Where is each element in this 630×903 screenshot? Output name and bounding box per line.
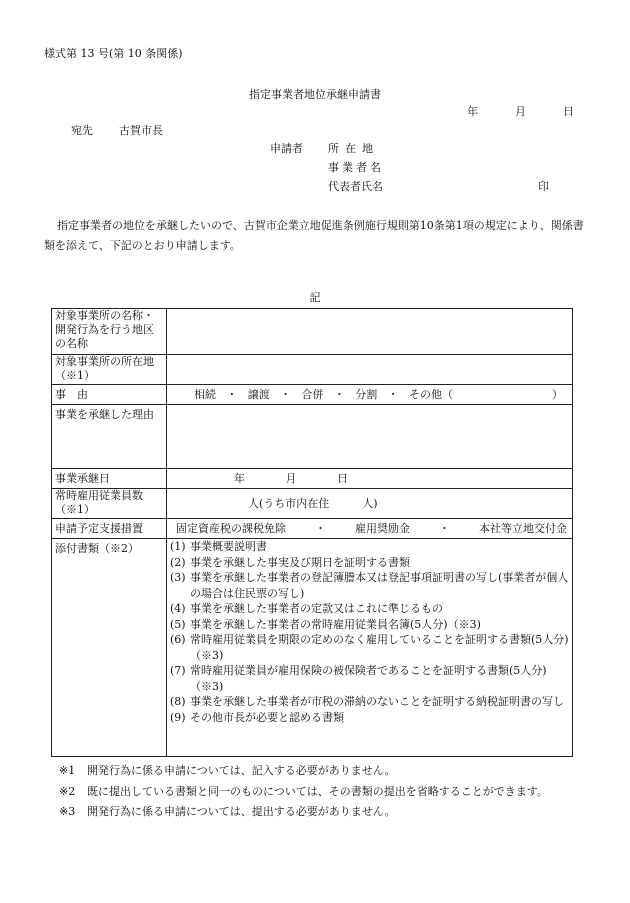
note-item	[59, 802, 548, 823]
attachment-number: (5)	[170, 617, 186, 631]
attachment-text: 事業を承継した事業者の登記簿謄本又は登記事項証明書の写し(事業者が個人の場合は住民票の写し)	[190, 571, 569, 600]
reason-label: 事 由	[52, 385, 167, 405]
applicant-address-label: 所在地	[328, 142, 379, 155]
attachment-text: その他市長が必要と認める書類	[190, 710, 344, 724]
facility-location-row	[52, 355, 573, 385]
attachment-number: (3)	[170, 571, 186, 584]
note-text: 開発行為に係る申請については、提出する必要がありません。	[87, 805, 396, 818]
support-option[interactable]: 雇用奨励金	[355, 521, 410, 535]
succession-date-label: 事業承継日	[52, 469, 167, 489]
reason-option[interactable]: 相続	[194, 387, 216, 401]
succession-year: 年	[234, 471, 245, 485]
support-option[interactable]: 本社等立地交付金	[479, 521, 567, 535]
separator-dot: ・	[439, 521, 450, 535]
attachments-list	[167, 539, 573, 757]
form-number: 様式第 13 号(第 10 条関係)	[44, 47, 183, 60]
attachment-text: 事業を承継した事実及び期日を証明する書類	[190, 555, 410, 569]
attachment-item	[170, 663, 569, 694]
applicant-representative-label: 代表者氏名	[328, 180, 383, 193]
attachment-item	[170, 632, 569, 663]
succession-date-row	[52, 469, 573, 489]
attachment-item	[170, 555, 569, 571]
succession-reason-field[interactable]	[167, 405, 573, 469]
employees-label: 常時雇用従業員数（※1）	[52, 489, 167, 519]
attachment-number: (7)	[170, 664, 186, 677]
attachment-item	[170, 539, 569, 555]
ki-heading: 記	[309, 291, 321, 304]
succession-month: 月	[285, 471, 297, 485]
support-label: 申請予定支援措置	[52, 519, 167, 539]
succession-date-field[interactable]	[167, 469, 573, 489]
attachment-text: 事業を承継した事業者の定款又はこれに準じるもの	[190, 602, 443, 615]
attachment-item	[170, 694, 569, 710]
attachment-item	[170, 710, 569, 726]
attachment-item	[170, 601, 569, 617]
attachment-number: (1)	[170, 540, 186, 553]
page-title: 指定事業者地位承継申請書	[249, 88, 381, 101]
succession-reason-label: 事業を承継した理由	[52, 405, 167, 469]
attachment-item	[170, 570, 569, 601]
attachment-number: (6)	[170, 633, 186, 646]
note-text: 既に提出している書類と同一のものについては、その書類の提出を省略することができます。	[87, 784, 548, 798]
succession-day: 日	[337, 471, 348, 485]
attachments-row	[52, 539, 573, 757]
facility-location-label: 対象事業所の所在地（※1）	[52, 355, 167, 385]
note-mark: ※1	[59, 764, 76, 777]
succession-reason-row	[52, 405, 573, 469]
reason-options	[167, 385, 573, 405]
attachment-number: (4)	[170, 602, 186, 615]
applicant-label: 申請者	[270, 142, 303, 155]
application-table	[51, 308, 573, 757]
attachment-text: 事業を承継した事業者が市税の滞納のないことを証明する納税証明書の写し	[190, 695, 564, 708]
facility-name-row	[52, 309, 573, 355]
separator-dot: ・	[315, 521, 326, 535]
reason-row	[52, 385, 573, 405]
support-options	[167, 519, 573, 539]
attachment-number: (8)	[170, 695, 186, 708]
separator-dot: ・	[333, 387, 345, 401]
date-month-label: 月	[515, 105, 526, 118]
attachment-text: 事業概要説明書	[190, 540, 267, 553]
date-day-label: 日	[563, 105, 574, 118]
attachments-label: 添付書類（※2）	[52, 539, 167, 757]
notes	[59, 761, 548, 823]
reason-option[interactable]: 譲渡	[247, 387, 270, 401]
note-item	[59, 761, 548, 782]
note-mark: ※3	[59, 805, 76, 818]
attachment-item	[170, 617, 569, 633]
support-option[interactable]: 固定資産税の課税免除	[176, 521, 286, 535]
support-row	[52, 519, 573, 539]
date-year-label: 年	[467, 105, 478, 118]
body-text: 指定事業者の地位を承継したいので、古賀市企業立地促進条例施行規則第10条第1項の規定により、関係書類を添えて、下記のとおり申請します。	[44, 219, 584, 252]
employees-field[interactable]	[167, 489, 573, 519]
attachment-text: 常時雇用従業員が雇用保険の被保険者であることを証明する書類(5人分)（※3)	[190, 664, 547, 693]
addressee-label: 宛先	[71, 124, 93, 137]
applicant-business-name-label: 事業者名	[328, 161, 384, 174]
employees-value: 人(うち市内在住 人)	[248, 496, 378, 510]
separator-dot: ・	[226, 387, 238, 401]
note-mark: ※2	[59, 784, 76, 798]
facility-name-label: 対象事業所の名称・開発行為を行う地区の名称	[52, 309, 167, 355]
seal-mark: 印	[538, 180, 549, 193]
employees-row	[52, 489, 573, 519]
attachment-text: 事業を承継した事業者の常時雇用従業員名簿(5人分)（※3)	[190, 617, 481, 631]
note-text: 開発行為に係る申請については、記入する必要がありません。	[87, 764, 396, 777]
separator-dot: ・	[387, 387, 399, 401]
note-item	[59, 782, 548, 803]
reason-option[interactable]: 分割	[355, 387, 378, 401]
attachment-number: (2)	[170, 555, 186, 569]
separator-dot: ・	[280, 387, 292, 401]
attachment-text: 常時雇用従業員を期限の定めのなく雇用していることを証明する書類(5人分)（※3)	[190, 633, 569, 662]
attachment-number: (9)	[170, 710, 186, 724]
addressee-name: 古賀市長	[119, 124, 163, 137]
reason-option[interactable]: その他（ ）	[409, 387, 563, 401]
facility-location-field[interactable]	[167, 355, 573, 385]
reason-option[interactable]: 合併	[301, 387, 324, 401]
facility-name-field[interactable]	[167, 309, 573, 355]
